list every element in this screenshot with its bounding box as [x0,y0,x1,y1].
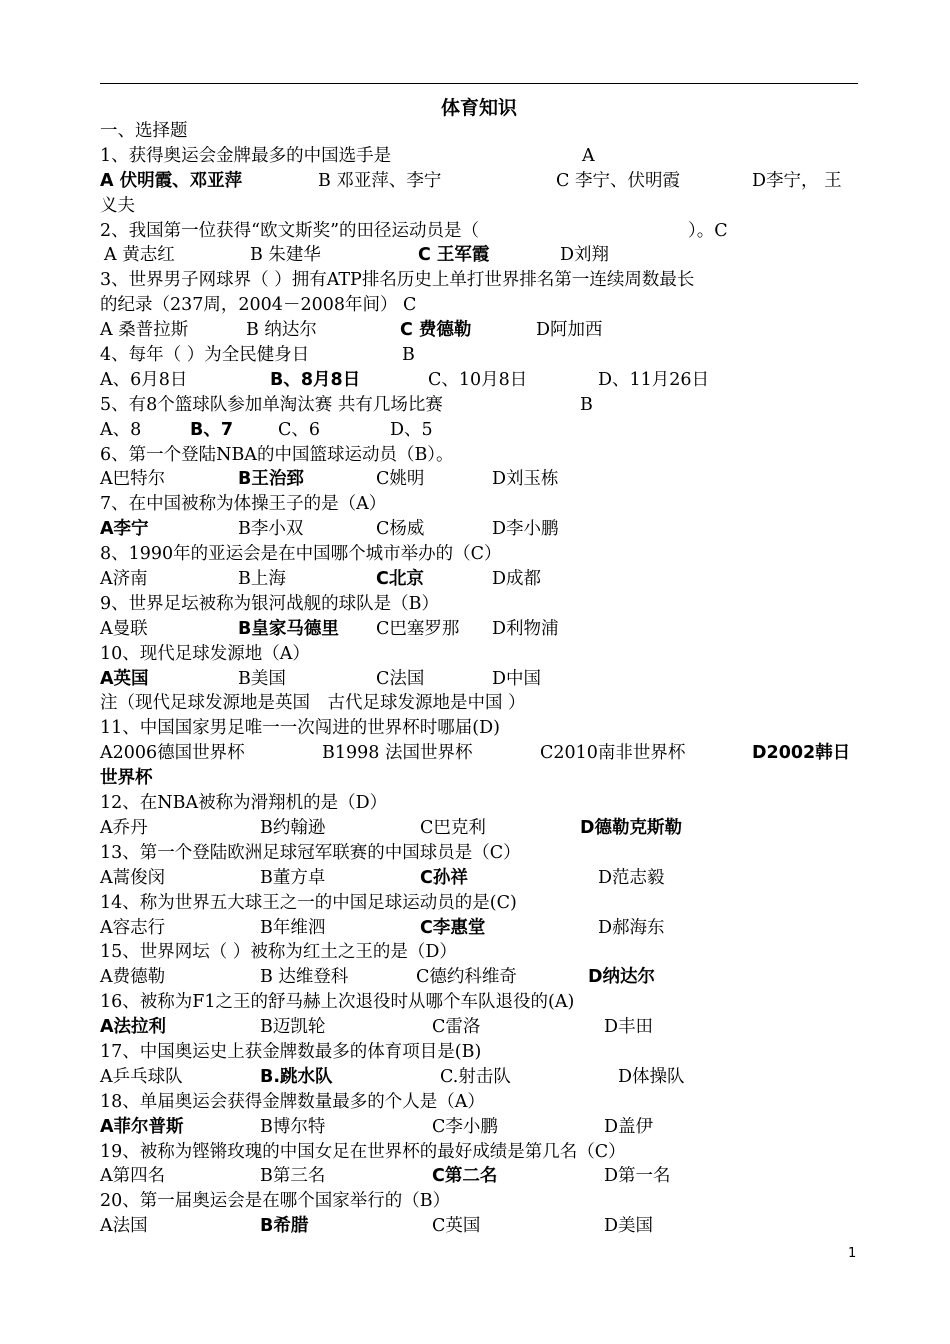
question-text: 7、在中国被称为体操王子的是（A） [100,494,387,515]
question-text: 18、单届奥运会获得金牌数量最多的个人是（A） [100,1091,485,1112]
option-c: C巴塞罗那 [376,618,460,639]
option-a: A 伏明霞、邓亚萍 [100,170,243,191]
option-a: A、8 [100,419,142,440]
option-a: A第四名 [100,1166,166,1187]
options-4 [100,368,858,393]
question-15 [100,940,858,965]
option-c: C、10月8日 [428,369,528,390]
option-d: D成都 [492,569,542,590]
option-d: D美国 [604,1216,654,1237]
question-text: 16、被称为F1之王的舒马赫上次退役时从哪个车队退役的(A) [100,992,575,1013]
option-d: D2002韩日 [752,743,851,764]
option-d-cont: 世界杯 [100,768,153,789]
options-16 [100,1015,858,1040]
option-a: A费德勒 [100,967,166,988]
option-c: C德约科维奇 [416,967,517,988]
options-18 [100,1115,858,1140]
option-c: C第二名 [432,1166,498,1187]
question-text: 14、称为世界五大球王之一的中国足球运动员的是(C) [100,892,517,913]
option-b: B、8月8日 [270,369,361,390]
question-text: 10、现代足球发源地（A） [100,643,310,664]
note-text: 注（现代足球发源地是英国 古代足球发源地是中国 ） [100,693,526,714]
question-text: 17、中国奥运史上获金牌数最多的体育项目是(B) [100,1041,482,1062]
section-heading [100,119,858,144]
option-b: B希腊 [260,1216,309,1237]
option-c: C姚明 [376,469,425,490]
option-b: B.跳水队 [260,1066,333,1087]
option-d: D李小鹏 [492,519,559,540]
section-title: 一、选择题 [100,121,188,141]
option-b: B董方卓 [260,867,326,888]
question-text: 2、我国第一位获得“欧文斯奖”的田径运动员是（ [100,220,480,241]
question-9 [100,592,858,617]
option-d: D、5 [390,419,433,440]
options-8 [100,567,858,592]
option-b: B 达维登科 [260,967,349,988]
question-text: 1、获得奥运会金牌最多的中国选手是 [100,145,392,166]
question-16 [100,990,858,1015]
question-3-cont [100,293,858,318]
option-c: C李小鹏 [432,1116,498,1137]
option-a: A蒿俊闵 [100,867,166,888]
option-c: C2010南非世界杯 [540,743,686,764]
option-d: D丰田 [604,1017,654,1038]
question-text: 11、中国国家男足唯一一次闯进的世界杯时哪届(D) [100,718,500,739]
options-14 [100,916,858,941]
option-b: B约翰逊 [260,817,326,838]
option-b: B王治郅 [238,469,304,490]
option-a: A菲尔普斯 [100,1116,184,1137]
question-text-cont: 的纪录（237周，2004－2008年间） C [100,295,417,316]
question-18 [100,1090,858,1115]
question-text: 12、在NBA被称为滑翔机的是（D） [100,793,388,814]
quiz-body [100,119,858,1239]
question-2 [100,219,858,244]
option-a: A乔丹 [100,817,148,838]
option-a: A乒乓球队 [100,1066,183,1087]
option-d: D体操队 [618,1066,685,1087]
question-text: 6、第一个登陆NBA的中国篮球运动员（B）。 [100,444,454,465]
options-1 [100,169,858,194]
question-11 [100,716,858,741]
question-text: 9、世界足坛被称为银河战舰的球队是（B） [100,593,439,614]
options-20 [100,1214,858,1239]
option-d: D纳达尔 [588,967,656,988]
option-b: B 朱建华 [250,245,321,266]
options-13 [100,866,858,891]
question-1 [100,144,858,169]
options-2 [100,243,858,268]
option-d: D刘翔 [560,245,610,266]
option-c: C英国 [432,1216,481,1237]
option-b: B第三名 [260,1166,326,1187]
question-17 [100,1040,858,1065]
option-c: C李惠堂 [420,917,486,938]
option-a: A2006德国世界杯 [100,743,245,764]
option-c: C杨威 [376,519,425,540]
option-d: D范志毅 [598,867,665,888]
option-c: C 王军霞 [418,245,490,266]
question-5 [100,393,858,418]
options-11-cont [100,766,858,791]
answer-key: B [580,394,593,415]
question-19 [100,1140,858,1165]
option-c: C 李宁、伏明霞 [556,170,680,191]
option-a: A容志行 [100,917,166,938]
option-d-cont: 义夫 [100,195,135,216]
option-a: A巴特尔 [100,469,166,490]
question-4 [100,343,858,368]
answer-key: A [582,145,595,166]
option-d: D第一名 [604,1166,671,1187]
option-b: B、7 [190,419,234,440]
header-rule [100,83,858,84]
question-text: 4、每年（ ）为全民健身日 [100,345,310,366]
options-7 [100,517,858,542]
option-b: B美国 [238,668,286,689]
option-d: D利物浦 [492,618,559,639]
question-13 [100,841,858,866]
question-12 [100,791,858,816]
question-text: 3、世界男子网球界（ ）拥有ATP排名历史上单打世界排名第一连续周数最长 [100,270,695,291]
option-a: A法拉利 [100,1017,167,1038]
option-a: A英国 [100,668,149,689]
option-b: B上海 [238,569,286,590]
options-17 [100,1065,858,1090]
answer-key: B [402,345,415,366]
page-title: 体育知识 [440,97,517,119]
option-b: B皇家马德里 [238,618,339,639]
question-10 [100,642,858,667]
option-b: B博尔特 [260,1116,326,1137]
option-a: A曼联 [100,618,148,639]
question-3 [100,268,858,293]
option-a: A李宁 [100,519,149,540]
option-d: D德勒克斯勒 [580,817,683,838]
question-20 [100,1189,858,1214]
question-text: 20、第一届奥运会是在哪个国家举行的（B） [100,1191,451,1212]
option-b: B年维泗 [260,917,326,938]
options-3 [100,318,858,343]
option-c: C.射击队 [440,1066,511,1087]
question-text: 19、被称为铿锵玫瑰的中国女足在世界杯的最好成绩是第几名（C） [100,1141,626,1162]
option-a: A法国 [100,1216,148,1237]
question-6 [100,443,858,468]
options-6 [100,467,858,492]
option-c: C巴克利 [420,817,486,838]
question-7 [100,492,858,517]
option-b: B李小双 [238,519,304,540]
question-14 [100,891,858,916]
question-text: 5、有8个篮球队参加单淘汰赛 共有几场比赛 [100,394,443,415]
question-text: 8、1990年的亚运会是在中国哪个城市举办的（C） [100,544,502,565]
option-c: C法国 [376,668,425,689]
option-a: A、6月8日 [100,369,188,390]
option-a: A 黄志红 [104,245,175,266]
question-text: 15、世界网坛（ ）被称为红土之王的是（D） [100,942,457,963]
page-number: 1 [848,1246,857,1261]
option-c: C、6 [278,419,321,440]
option-b: B迈凯轮 [260,1017,326,1038]
option-d: D盖伊 [604,1116,654,1137]
option-d: D、11月26日 [598,369,710,390]
option-d: D阿加西 [536,320,603,341]
option-d: D李宁， 王 [752,170,842,191]
option-d: D郝海东 [598,917,665,938]
note-10 [100,691,858,716]
options-12 [100,816,858,841]
options-15 [100,965,858,990]
option-c: C 费德勒 [400,320,472,341]
question-8 [100,542,858,567]
option-b: B 纳达尔 [246,320,317,341]
options-11 [100,741,858,766]
answer-key: ）。C [688,220,728,241]
option-c: C孙祥 [420,867,468,888]
option-c: C雷洛 [432,1017,481,1038]
options-19 [100,1164,858,1189]
option-d: D中国 [492,668,542,689]
option-d: D刘玉栋 [492,469,559,490]
options-5 [100,418,858,443]
option-b: B1998 法国世界杯 [322,743,473,764]
option-a: A 桑普拉斯 [100,320,189,341]
question-text: 13、第一个登陆欧洲足球冠军联赛的中国球员是（C） [100,842,521,863]
options-1-cont [100,194,858,219]
options-10 [100,667,858,692]
options-9 [100,617,858,642]
option-b: B 邓亚萍、李宁 [318,170,442,191]
option-a: A济南 [100,569,148,590]
option-c: C北京 [376,569,424,590]
